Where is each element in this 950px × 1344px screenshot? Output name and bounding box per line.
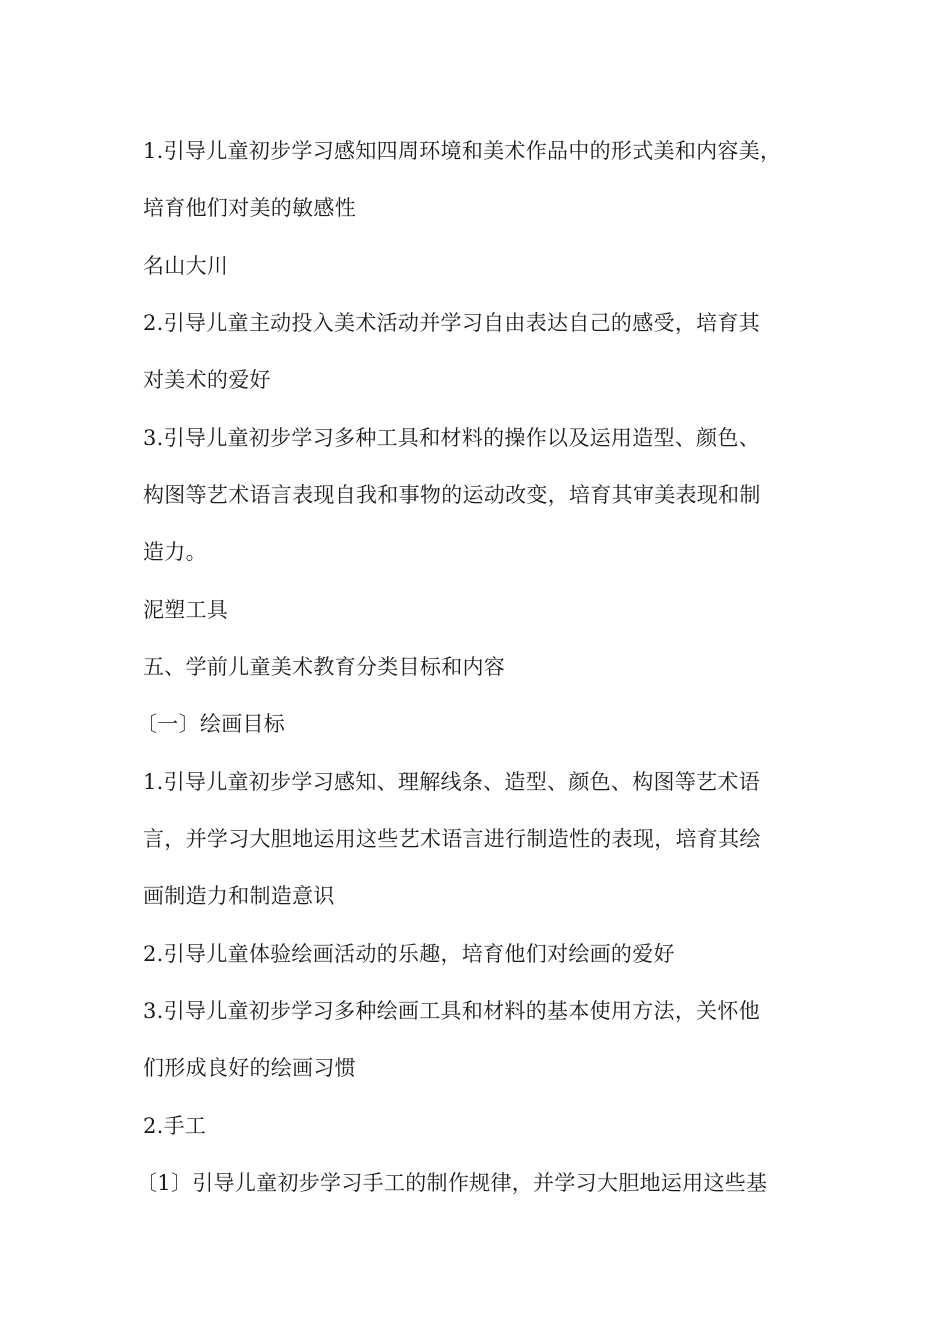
text-line: 名山大川 [143,254,229,278]
subsection-heading: 2.手工 [143,1114,207,1138]
text-line: 2.引导儿童主动投入美术活动并学习自由表达自己的感受，培育其 [143,311,761,335]
text-line: 言，并学习大胆地运用这些艺术语言进行制造性的表现，培育其绘 [143,827,761,851]
text-line: 〔1〕引导儿童初步学习手工的制作规律，并学习大胆地运用这些基 [136,1171,768,1195]
text-line: 构图等艺术语言表现自我和事物的运动改变，培育其审美表现和制 [143,483,761,507]
text-line: 画制造力和制造意识 [143,884,335,908]
subsection-heading: 〔一〕绘画目标 [136,712,286,736]
text-line: 3.引导儿童初步学习多种工具和材料的操作以及运用造型、颜色、 [143,426,761,450]
text-line: 3.引导儿童初步学习多种绘画工具和材料的基本使用方法，关怀他 [143,999,761,1023]
text-line: 造力。 [143,540,207,564]
text-line: 泥塑工具 [143,598,229,622]
text-line: 2.引导儿童体验绘画活动的乐趣，培育他们对绘画的爱好 [143,942,675,966]
section-heading: 五、学前儿童美术教育分类目标和内容 [143,655,506,679]
text-line: 培育他们对美的敏感性 [143,196,356,220]
text-line: 对美术的爱好 [143,368,271,392]
text-line: 们形成良好的绘画习惯 [143,1056,356,1080]
text-line: 1.引导儿童初步学习感知四周环境和美术作品中的形式美和内容美， [143,139,782,163]
text-line: 1.引导儿童初步学习感知、理解线条、造型、颜色、构图等艺术语 [143,770,761,794]
